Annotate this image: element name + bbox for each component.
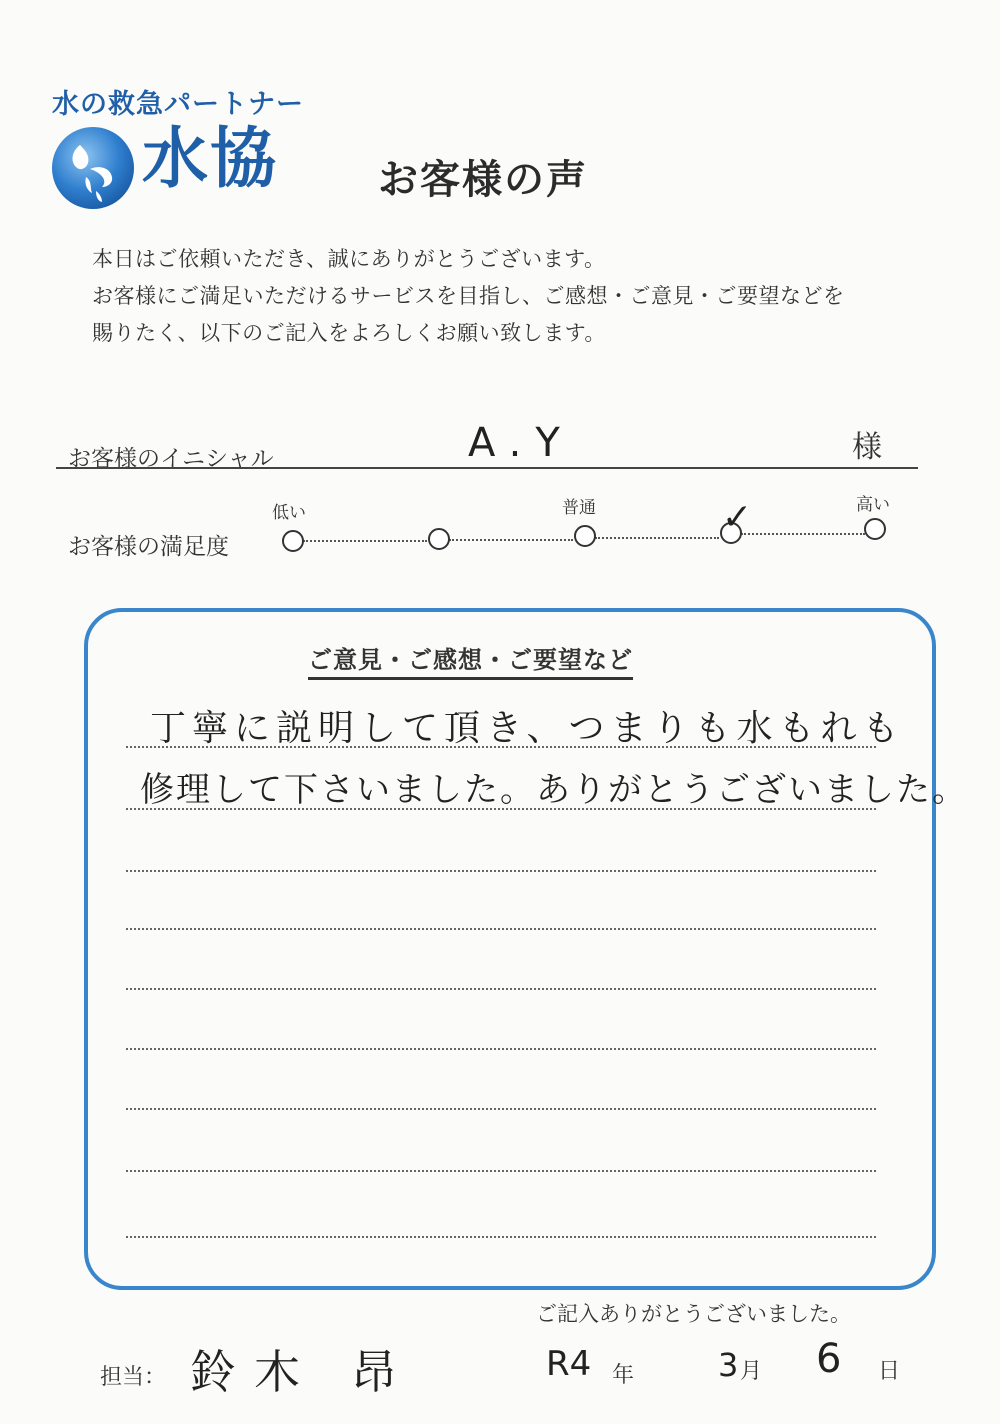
initial-underline: [56, 467, 918, 469]
year-value[interactable]: R4: [546, 1344, 592, 1384]
comment-rule: [126, 988, 876, 990]
scale-mid-label: 普通: [562, 498, 596, 518]
comment-rule: [126, 1236, 876, 1238]
month-unit: 月: [740, 1359, 763, 1384]
rating-circle-5[interactable]: [864, 518, 886, 540]
comment-box-title: ご意見・ご感想・ご要望など: [308, 640, 633, 680]
staff-name[interactable]: 鈴木 昂: [190, 1345, 415, 1399]
year-unit: 年: [612, 1363, 635, 1388]
scale-low-label: 低い: [272, 503, 306, 523]
comment-rule: [126, 1048, 876, 1050]
scale-connector: [303, 540, 427, 542]
scale-high-label: 高い: [856, 495, 890, 515]
scale-connector: [741, 533, 865, 535]
satisfaction-label: お客様の満足度: [68, 534, 229, 560]
intro-line-1: 本日はご依頼いただき、誠にありがとうございます。: [92, 247, 606, 271]
comment-line-2[interactable]: 修理して下さいました。ありがとうございました。: [140, 770, 968, 810]
comment-rule: [126, 870, 876, 872]
initial-label: お客様のイニシャル: [68, 446, 274, 472]
comment-rule: [126, 808, 876, 810]
water-drop-logo-icon: [50, 125, 136, 211]
rating-circle-2[interactable]: [428, 528, 450, 550]
comment-rule: [126, 928, 876, 930]
initial-suffix: 様: [852, 430, 882, 465]
closing-message: ご記入ありがとうございました。: [536, 1302, 851, 1326]
comment-rule: [126, 746, 876, 748]
rating-circle-3[interactable]: [574, 525, 596, 547]
month-value[interactable]: 3: [718, 1346, 739, 1384]
day-value[interactable]: 6: [816, 1336, 842, 1382]
staff-label: 担当：: [100, 1365, 167, 1390]
scale-connector: [449, 539, 573, 541]
form-title: お客様の声: [378, 157, 588, 203]
comment-rule: [126, 1170, 876, 1172]
tagline: 水の救急パートナー: [52, 89, 304, 120]
comment-line-1[interactable]: 丁寧に説明して頂き、つまりも水もれも: [150, 708, 905, 749]
brand-name: 水協: [142, 120, 278, 197]
comment-rule: [126, 1108, 876, 1110]
intro-line-2: お客様にご満足いただけるサービスを目指し、ご感想・ご意見・ご要望などを: [92, 284, 845, 308]
intro-line-3: 賜りたく、以下のご記入をよろしくお願い致します。: [92, 321, 606, 345]
initial-value[interactable]: A.Y: [468, 420, 574, 466]
rating-check-icon: ✓: [722, 497, 753, 538]
day-unit: 日: [878, 1359, 901, 1384]
scale-connector: [595, 537, 719, 539]
rating-circle-1[interactable]: [282, 530, 304, 552]
